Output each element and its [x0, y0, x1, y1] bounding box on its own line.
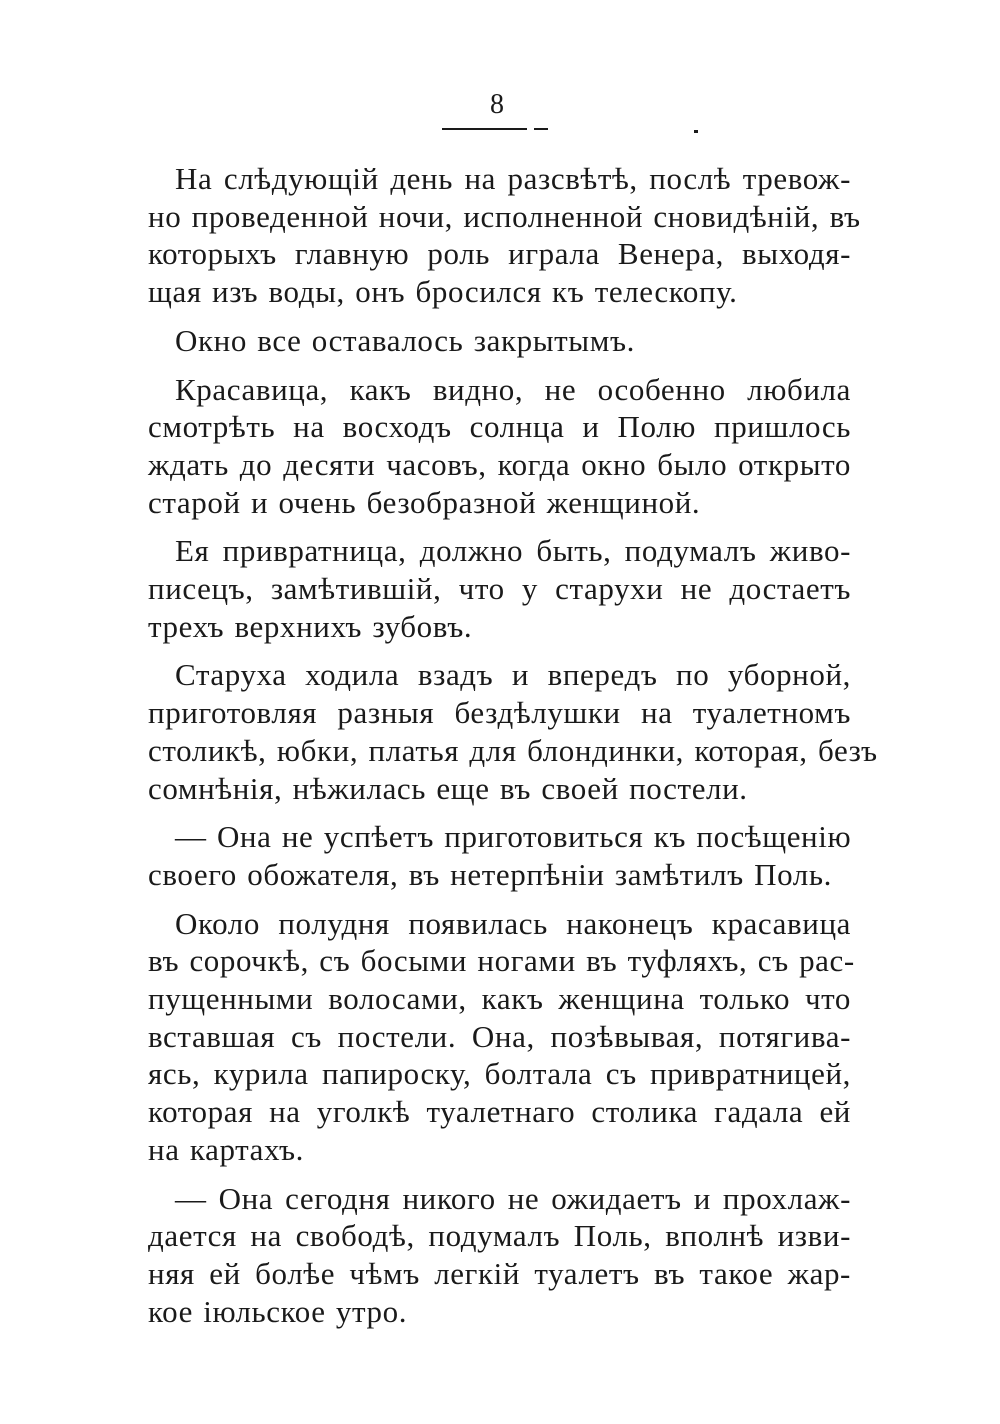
text-line: но проведенной ночи, исполненной сновидѣній, въ: [148, 198, 861, 234]
text-line: приготовляя разныя бездѣлушки на туалетномъ: [148, 695, 851, 731]
paragraph: [148, 322, 851, 360]
paragraph: [148, 818, 851, 893]
text-line: старой и очень безобразной женщиной.: [148, 484, 701, 520]
header-rule-dash: [534, 128, 548, 130]
text-line: которая на уголкѣ туалетнаго столика гадала ей: [148, 1094, 851, 1130]
text-line: писецъ, замѣтившій, что у старухи не достаетъ: [148, 571, 851, 607]
text-line: ясь, курила папироску, болтала съ привратницей,: [148, 1056, 851, 1092]
text-line: Около полудня появилась наконецъ красавица: [175, 905, 851, 941]
text-line: своего обожателя, въ нетерпѣніи замѣтилъ Поль.: [148, 856, 832, 892]
text-line: сомнѣнія, нѣжилась еще въ своей постели.: [148, 770, 748, 806]
text-line: смотрѣть на восходъ солнца и Полю пришлось: [148, 409, 851, 445]
body-text: [148, 160, 878, 1341]
text-line: Окно все оставалось закрытымъ.: [175, 322, 635, 358]
paragraph: [148, 905, 855, 1169]
text-line: трехъ верхнихъ зубовъ.: [148, 608, 473, 644]
text-line: — Она сегодня никого не ожидаетъ и прохлаж-: [175, 1180, 851, 1216]
text-line: вставшая съ постели. Она, позѣвывая, потягива-: [148, 1018, 851, 1054]
paragraph: [148, 371, 851, 522]
text-line: Ея привратница, должно быть, подумалъ живо-: [175, 533, 851, 569]
paragraph: [148, 656, 878, 807]
text-line: столикѣ, юбки, платья для блондинки, которая, безъ: [148, 732, 878, 768]
paragraph: [148, 532, 851, 645]
text-line: пущенными волосами, какъ женщина только что: [148, 981, 851, 1017]
text-line: Красавица, какъ видно, не особенно любила: [175, 371, 851, 407]
paragraph: [148, 1180, 851, 1331]
print-speck: [694, 130, 698, 133]
text-line: кое іюльское утро.: [148, 1293, 408, 1329]
text-line: ждать до десяти часовъ, когда окно было открыто: [148, 446, 851, 482]
text-line: На слѣдующій день на разсвѣтѣ, послѣ тревож-: [175, 161, 851, 196]
text-line: которыхъ главную роль играла Венера, выходя-: [148, 236, 851, 272]
paragraph: [148, 160, 861, 311]
page-number: 8: [490, 89, 504, 120]
text-line: въ сорочкѣ, съ босыми ногами въ туфляхъ, съ рас-: [148, 943, 855, 979]
text-line: щая изъ воды, онъ бросился къ телескопу.: [148, 274, 738, 310]
header-rule: [442, 128, 527, 130]
text-line: дается на свободѣ, подумалъ Поль, вполнѣ изви-: [148, 1218, 851, 1254]
text-line: — Она не успѣетъ приготовиться къ посѣщенію: [175, 819, 852, 855]
text-line: няя ей болѣе чѣмъ легкій туалетъ въ такое жар-: [148, 1255, 851, 1291]
text-line: на картахъ.: [148, 1131, 304, 1167]
text-line: Старуха ходила взадъ и впередъ по уборной,: [175, 657, 851, 693]
